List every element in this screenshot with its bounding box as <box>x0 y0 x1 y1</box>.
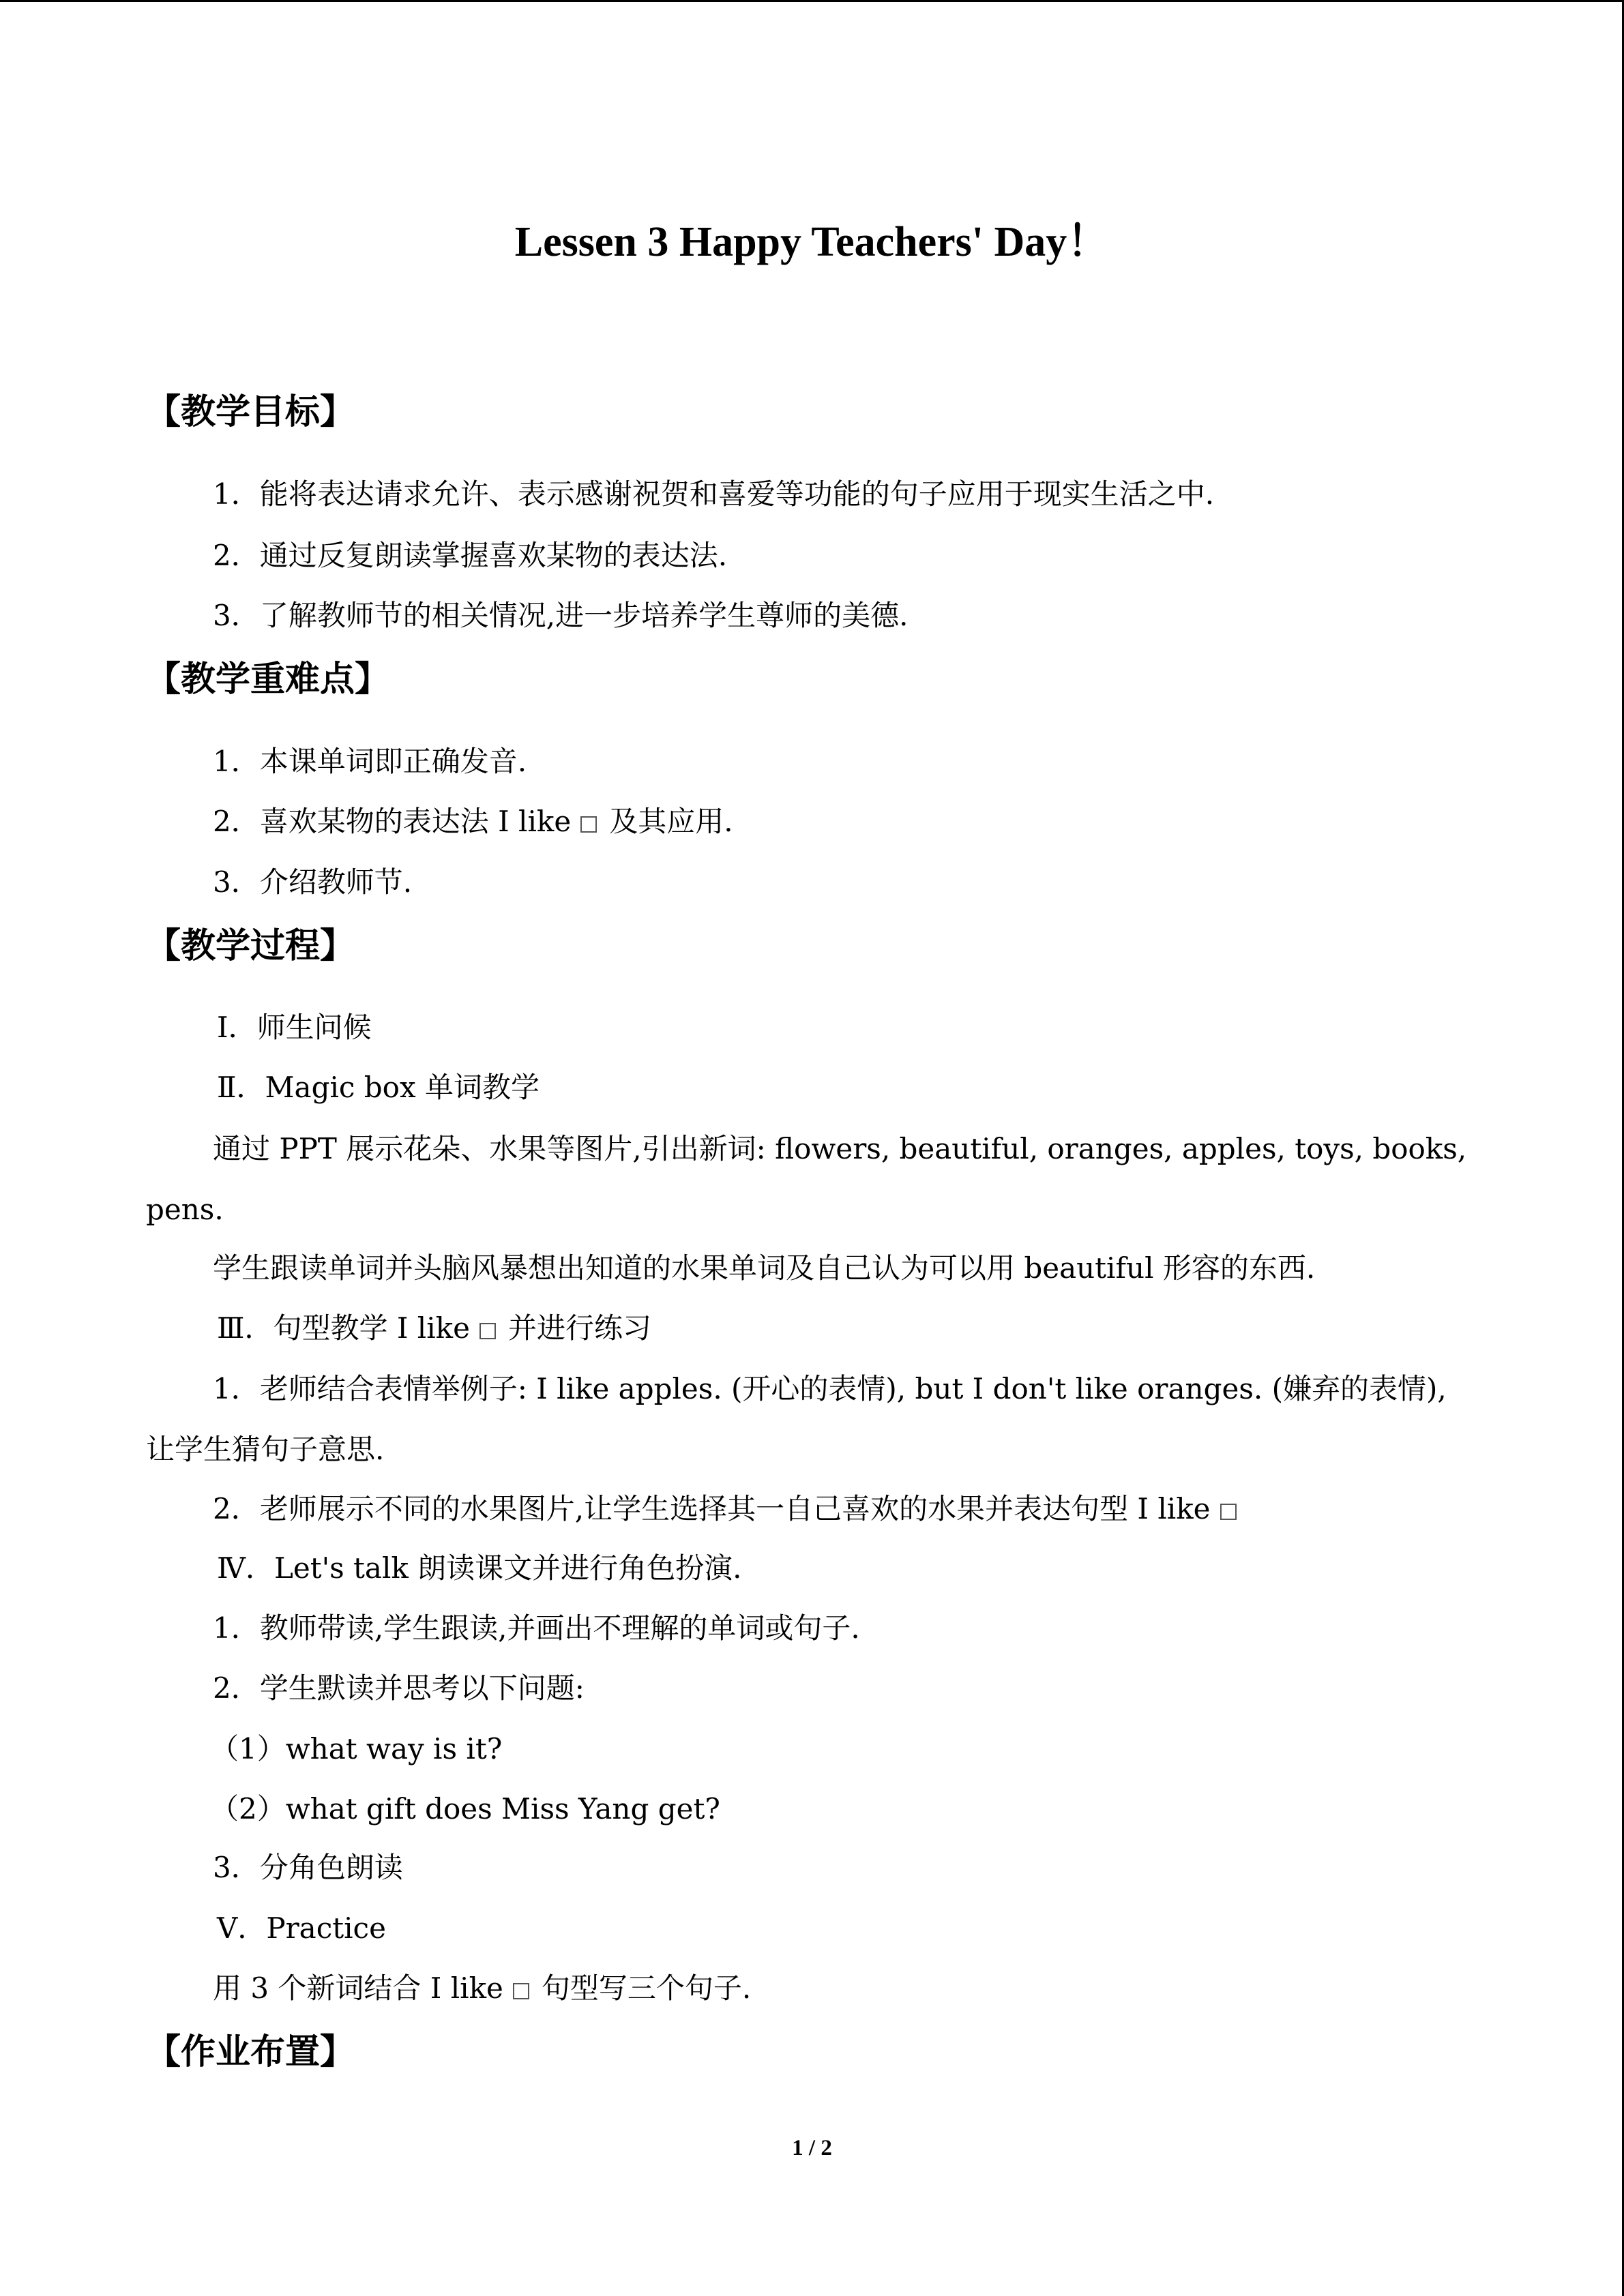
blank-box-icon <box>479 1323 496 1339</box>
objective-item: 2．通过反复朗读掌握喜欢某物的表达法. <box>213 539 728 572</box>
blank-box-icon <box>513 1983 529 1999</box>
process-text <box>213 1489 1249 1530</box>
process-text-part: 用 3 个新词结合 I like <box>213 1971 503 2005</box>
process-text-part: 句型写三个句子. <box>541 1971 752 2005</box>
process-text-part: 2．老师展示不同的水果图片,让学生选择其一自己喜欢的水果并表达句型 I like <box>213 1492 1211 1525</box>
blank-box-icon <box>1220 1504 1237 1520</box>
process-text: 1．教师带读,学生跟读,并画出不理解的单词或句子. <box>213 1611 860 1645</box>
question-item: （1）what way is it? <box>210 1732 503 1765</box>
process-step: Ⅰ．师生问候 <box>217 1011 372 1044</box>
process-text: 让学生猜句子意思. <box>146 1433 385 1466</box>
key-points-heading: 【教学重难点】 <box>146 659 390 700</box>
document-title: Lessen 3 Happy Teachers' Day！ <box>514 219 1110 265</box>
process-text: 2．学生默读并思考以下问题: <box>213 1671 585 1705</box>
objectives-heading: 【教学目标】 <box>146 392 355 432</box>
key-point-text: 2．喜欢某物的表达法 I like <box>213 805 572 838</box>
process-step-text: 并进行练习 <box>507 1311 651 1345</box>
question-item: （2）what gift does Miss Yang get? <box>210 1792 720 1825</box>
process-step: Ⅱ．Magic box 单词教学 <box>217 1071 540 1104</box>
process-step <box>217 1308 651 1349</box>
process-heading: 【教学过程】 <box>146 926 355 966</box>
process-text <box>213 1968 751 2009</box>
process-step-text: Ⅲ．句型教学 I like <box>217 1311 470 1345</box>
key-point-item: 1．本课单词即正确发音. <box>213 745 527 778</box>
process-step: Ⅴ．Practice <box>217 1911 386 1945</box>
process-text: pens. <box>146 1193 224 1226</box>
process-text: 1．老师结合表情举例子: I like apples. (开心的表情), but I don't like oranges. (嫌弃的表情), <box>213 1372 1447 1405</box>
key-point-text: 及其应用. <box>609 805 733 838</box>
homework-heading: 【作业布置】 <box>146 2032 355 2072</box>
process-text: 学生跟读单词并头脑风暴想出知道的水果单词及自己认为可以用 beautiful 形容的东西. <box>213 1251 1316 1285</box>
page-number: 1 / 2 <box>792 2136 832 2160</box>
objective-item: 1．能将表达请求允许、表示感谢祝贺和喜爱等功能的句子应用于现实生活之中. <box>213 477 1215 511</box>
process-text: 通过 PPT 展示花朵、水果等图片,引出新词: flowers, beautiful, oranges, apples, toys, books, <box>213 1132 1467 1165</box>
objective-item: 3．了解教师节的相关情况,进一步培养学生尊师的美德. <box>213 599 909 632</box>
process-text: 3．分角色朗读 <box>213 1851 403 1884</box>
blank-box-icon <box>580 816 597 833</box>
key-point-item <box>213 801 733 842</box>
process-step: Ⅳ．Let's talk 朗读课文并进行角色扮演. <box>217 1551 742 1585</box>
page-border-top <box>0 0 1624 2</box>
key-point-item: 3．介绍教师节. <box>213 865 413 899</box>
